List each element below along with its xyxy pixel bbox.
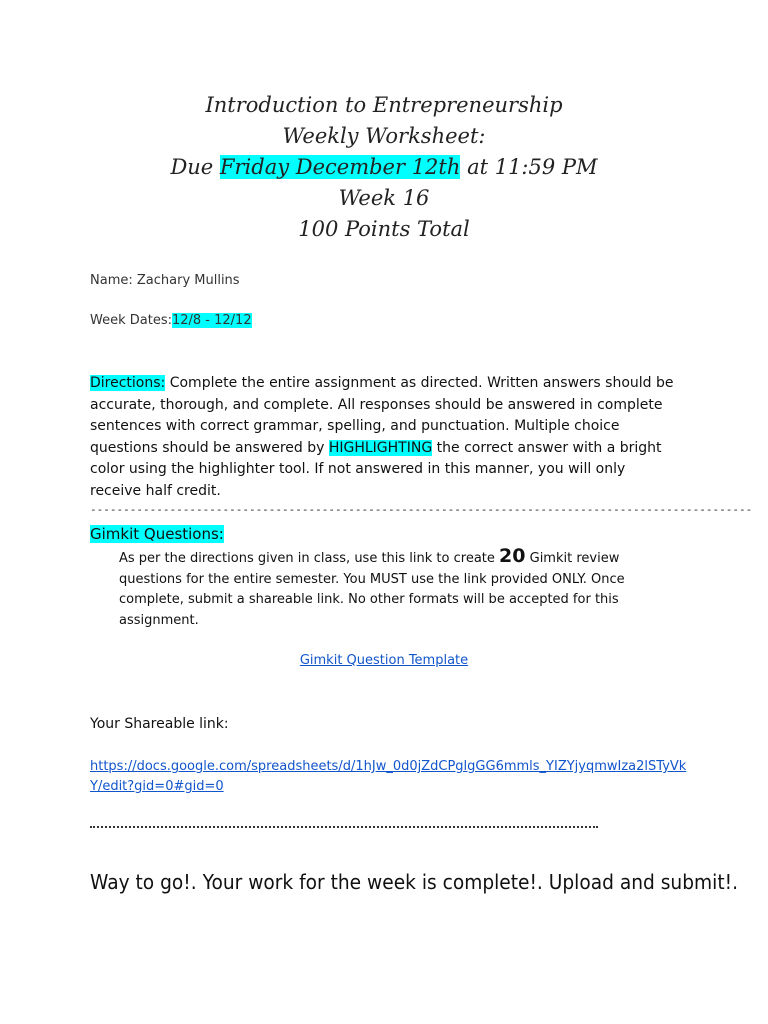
gimkit-title: Gimkit Questions: [90, 525, 224, 543]
gimkit-template-link[interactable]: Gimkit Question Template [299, 653, 469, 668]
worksheet-title: Weekly Worksheet: [282, 124, 486, 148]
shareable-link-label: Your Shareable link: [90, 716, 229, 732]
gimkit-text-continued: Gimkit review questions for the entire semester. You MUST use the link provided ONLY. Once complete, submit a shareable link. No other formats will be accepted for this assignment. [119, 551, 625, 628]
worksheet-header [0, 90, 768, 245]
due-time: at 11:59 PM [467, 155, 598, 179]
due-prefix: Due [170, 155, 214, 179]
closing-message: Way to go!. Your work for the week is complete!. Upload and submit!. [90, 870, 738, 894]
week-dates-label: Week Dates: [90, 313, 172, 328]
name-field [90, 273, 240, 288]
directions-text-continued: the correct answer with a bright color using the highlighter tool. If not answered in this manner, you will only receive half credit. [90, 439, 662, 499]
week-dates-field [90, 313, 252, 328]
due-line [0, 152, 768, 183]
points-total: 100 Points Total [298, 217, 470, 241]
gimkit-section-title [90, 524, 224, 545]
week-number: Week 16 [338, 186, 430, 210]
gimkit-text: As per the directions given in class, use this link to create [119, 551, 495, 566]
directions-paragraph [90, 373, 680, 502]
directions-label: Directions: [90, 375, 166, 391]
week-dates-value: 12/8 - 12/12 [171, 313, 252, 328]
shareable-link-url[interactable]: https://docs.google.com/spreadsheets/d/1hJw_0d0jZdCPglgGG6mmls_YIZYjyqmwIza2lSTyVkY/edit?gid=0#gid=0 [90, 759, 687, 794]
dotted-divider [90, 826, 598, 828]
gimkit-instructions [119, 546, 659, 631]
highlighting-keyword: HIGHLIGHTING [328, 439, 433, 456]
name-label: Name: [90, 273, 133, 288]
question-count: 20 [499, 545, 526, 567]
course-title: Introduction to Entrepreneurship [205, 93, 563, 117]
dashed-divider: ---------------------------------------------------------------------------------------------------- [90, 503, 753, 516]
directions-text: Complete the entire assignment as directed. Written answers should be accurate, thorough, and complete. All responses should be answered in complete sentences with correct grammar, spelling, and punctuation. Multiple choice questions should be answered by [90, 375, 674, 456]
due-date: Friday December 12th [219, 155, 461, 179]
name-value: Zachary Mullins [136, 273, 240, 288]
